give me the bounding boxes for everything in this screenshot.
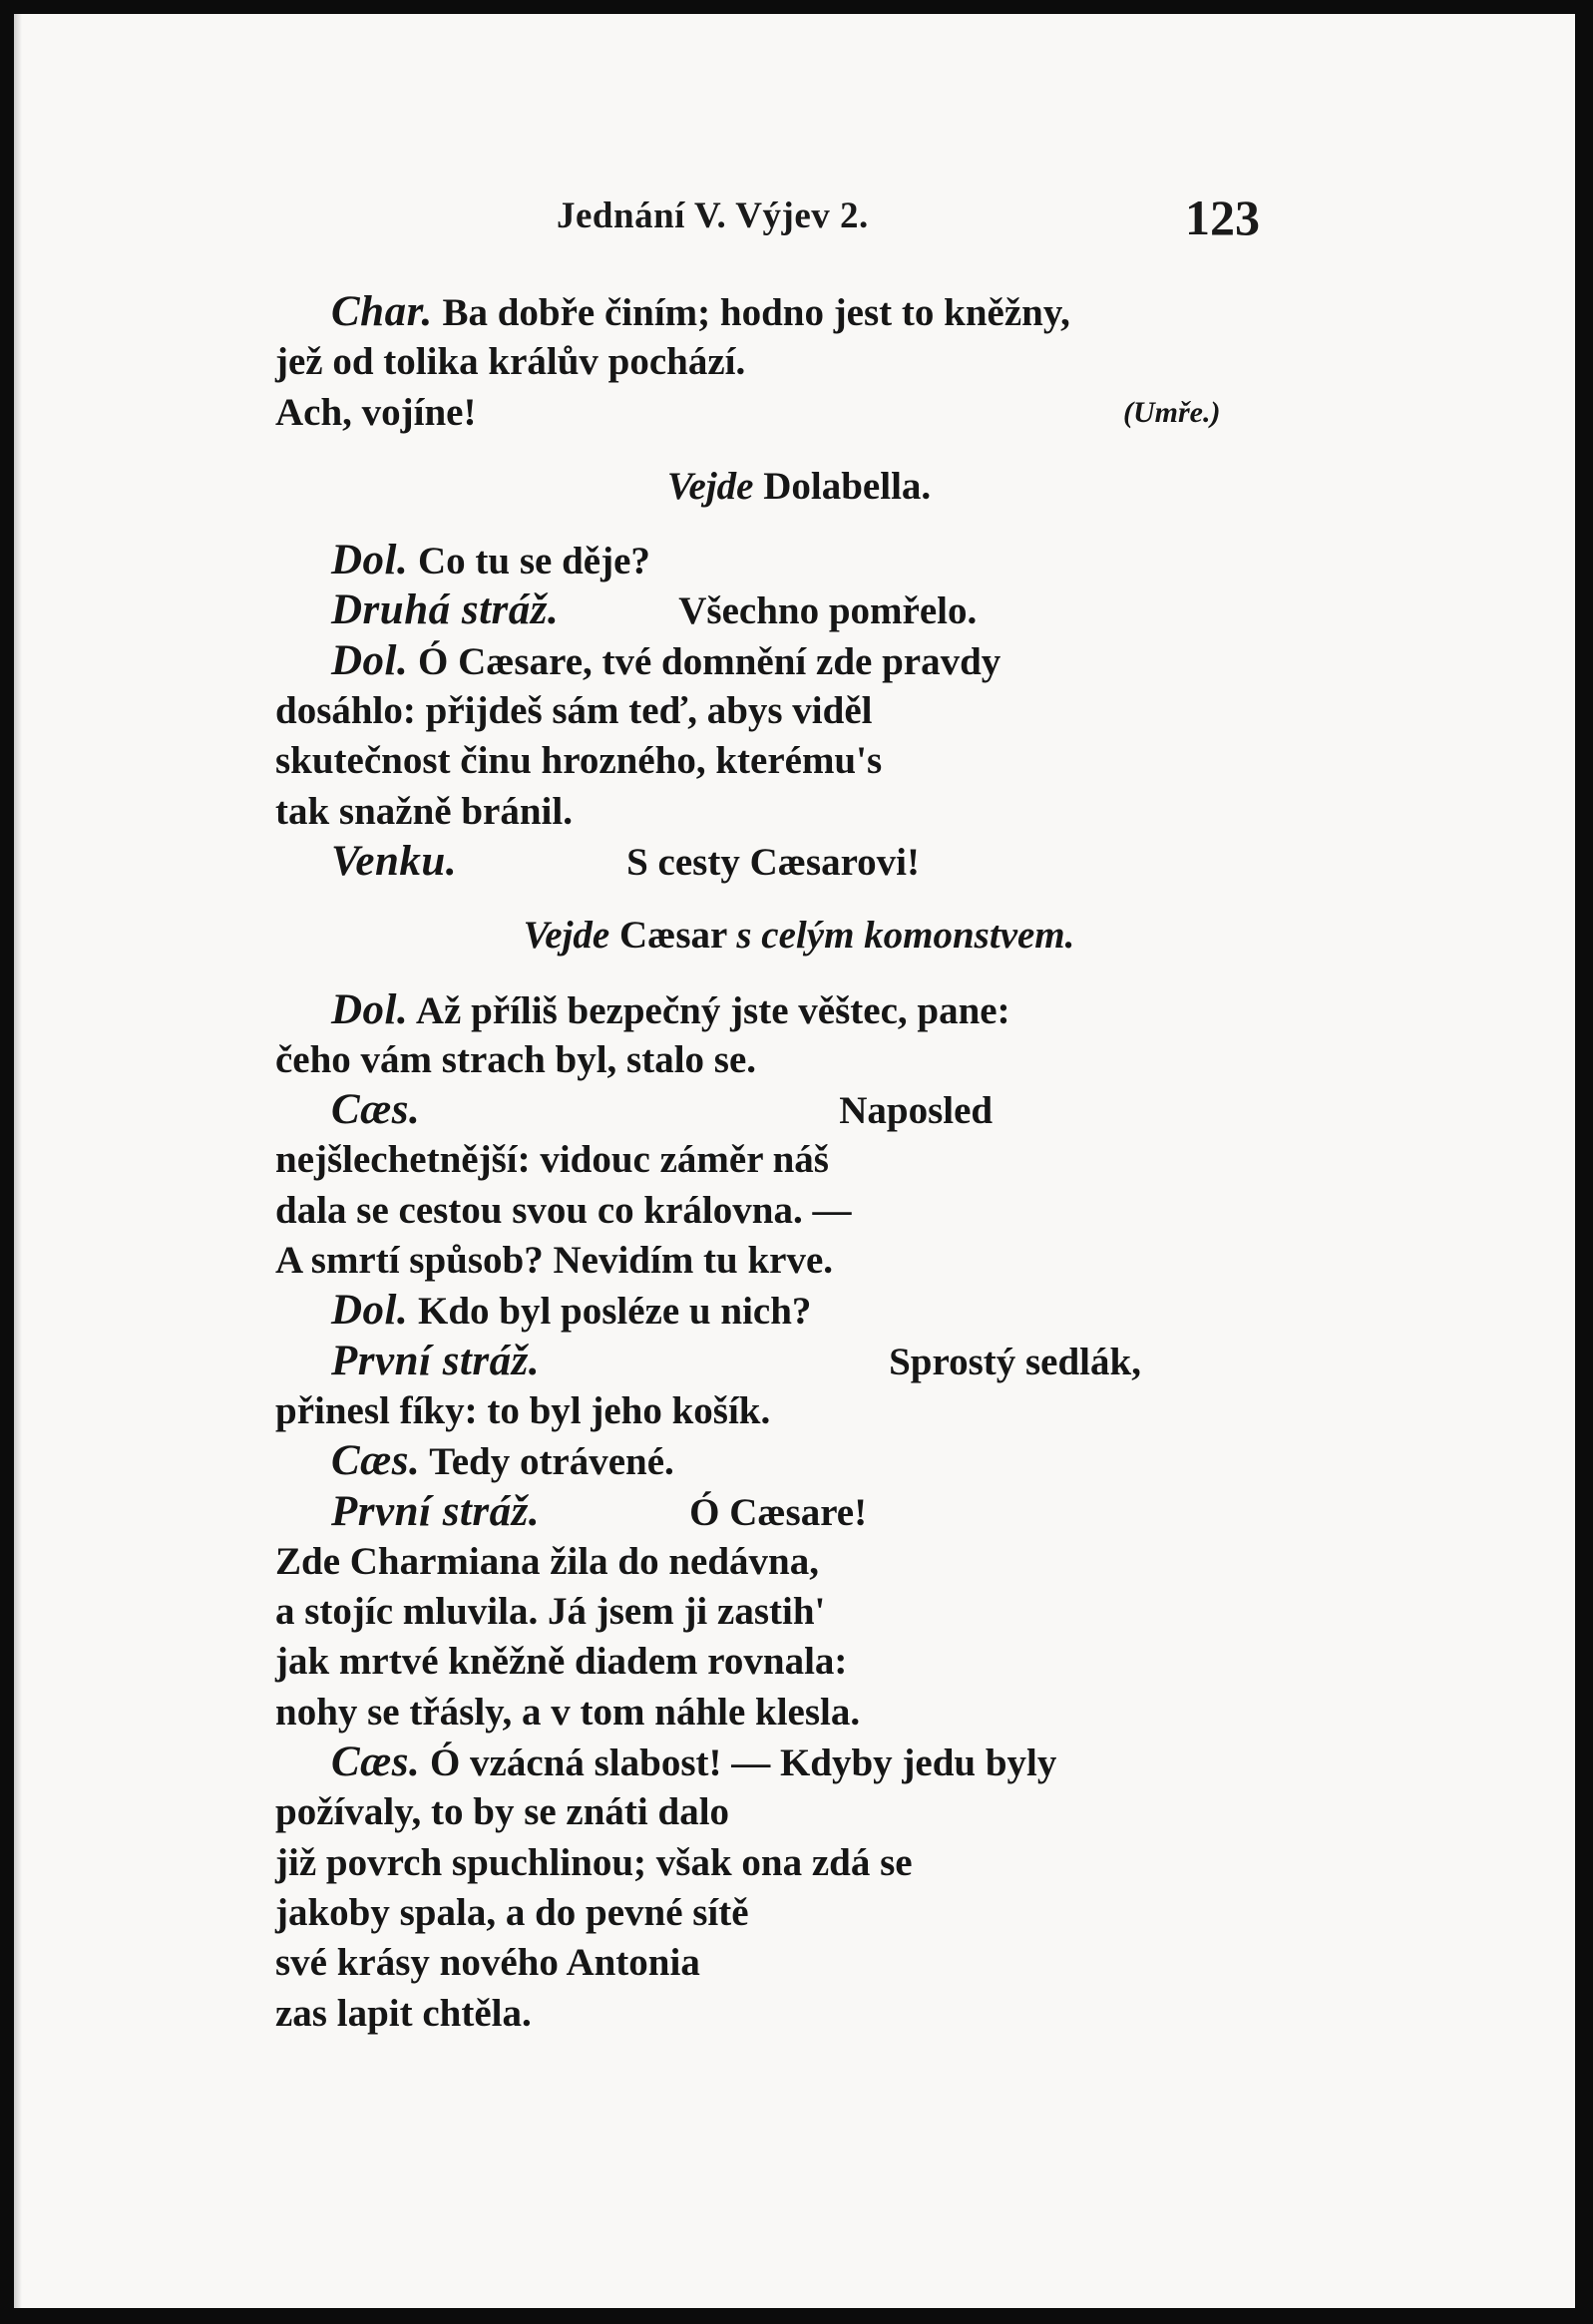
text-line bbox=[275, 636, 1323, 686]
text-line: požívaly, to by se znáti dalo bbox=[275, 1790, 730, 1834]
speaker-label: Cæs. bbox=[331, 1739, 421, 1786]
speech-text: Naposled bbox=[839, 1089, 994, 1133]
stage-direction bbox=[275, 911, 1323, 961]
text-line: jak mrtvé kněžně diadem rovnala: bbox=[275, 1640, 848, 1684]
text-line bbox=[275, 1436, 1323, 1486]
speech-text: Ó vzácná slabost! — Kdyby jedu byly bbox=[420, 1742, 1057, 1785]
text-line bbox=[275, 985, 1323, 1035]
speech-text: Ach, vojíne! bbox=[275, 390, 477, 434]
text-line bbox=[275, 388, 1323, 438]
text-line: jakoby spala, a do pevné sítě bbox=[275, 1890, 749, 1934]
text-line: A smrtí spůsob? Nevidím tu krve. bbox=[275, 1239, 834, 1283]
text-line: nohy se třásly, a v tom náhle klesla. bbox=[275, 1690, 861, 1734]
page-number: 123 bbox=[1185, 190, 1260, 245]
text-line bbox=[275, 1487, 1323, 1537]
text-line bbox=[275, 1337, 1323, 1386]
stage-direction-name: Cæsar bbox=[609, 914, 737, 958]
text-line: dala se cestou svou co královna. — bbox=[275, 1188, 852, 1232]
stage-direction-inline: (Umře.) bbox=[1123, 395, 1221, 429]
speaker-label: První stráž. bbox=[331, 1487, 541, 1535]
text-line bbox=[275, 585, 1323, 635]
speech-text: Ó Cæsare! bbox=[689, 1490, 868, 1534]
text-line: dosáhlo: přijdeš sám teď, abys viděl bbox=[275, 689, 873, 733]
text-line bbox=[275, 1286, 1323, 1336]
text-line bbox=[275, 287, 1323, 337]
speech-text: Ba dobře činím; hodno jest to kněžny, bbox=[432, 291, 1070, 334]
speech-text: Co tu se děje? bbox=[408, 540, 650, 583]
stage-direction-italic: Vejde bbox=[666, 464, 754, 508]
book-page bbox=[14, 14, 1575, 2308]
speaker-label: Dol. bbox=[331, 985, 409, 1033]
speech-text: Ó Cæsare, tvé domnění zde pravdy bbox=[408, 639, 1001, 683]
speech-text: Sprostý sedlák, bbox=[889, 1340, 1141, 1383]
page-header bbox=[14, 189, 1575, 248]
speaker-label: Cæs. bbox=[331, 1437, 421, 1485]
speaker-label: První stráž. bbox=[331, 1337, 541, 1384]
text-line: své krásy nového Antonia bbox=[275, 1941, 700, 1985]
text-line: čeho vám strach byl, stalo se. bbox=[275, 1037, 757, 1081]
speech-text: Tedy otrávené. bbox=[420, 1440, 674, 1484]
speaker-label: Dol. bbox=[331, 636, 409, 684]
stage-direction bbox=[275, 462, 1323, 512]
text-line: jež od tolika králův pochází. bbox=[275, 340, 746, 384]
speaker-label: Char. bbox=[331, 288, 433, 335]
text-line: skutečnost činu hrozného, kterému's bbox=[275, 739, 883, 783]
stage-direction-italic: s celým komonstvem. bbox=[736, 914, 1075, 958]
speech-text: S cesty Cæsarovi! bbox=[626, 840, 921, 884]
text-line: Zde Charmiana žila do nedávna, bbox=[275, 1539, 819, 1583]
page-spine-shadow bbox=[14, 14, 22, 2308]
text-line: nejšlechetnější: vidouc záměr náš bbox=[275, 1138, 829, 1182]
text-line: tak snažně bránil. bbox=[275, 789, 573, 833]
speaker-label: Druhá stráž. bbox=[331, 586, 560, 634]
stage-direction-italic: Vejde bbox=[523, 914, 610, 958]
speaker-label: Venku. bbox=[331, 837, 458, 885]
text-line: přinesl fíky: to byl jeho košík. bbox=[275, 1388, 771, 1432]
speech-text: Až příliš bezpečný jste věštec, pane: bbox=[408, 988, 1010, 1032]
text-line: již povrch spuchlinou; však ona zdá se bbox=[275, 1840, 913, 1884]
stage-direction-name: Dolabella. bbox=[753, 464, 932, 508]
text-line bbox=[275, 837, 1323, 887]
text-line: a stojíc mluvila. Já jsem ji zastih' bbox=[275, 1590, 826, 1634]
text-line bbox=[275, 1085, 1323, 1135]
running-title: Jednání V. Výjev 2. bbox=[557, 195, 869, 236]
speech-text: Všechno pomřelo. bbox=[678, 589, 978, 633]
speaker-label: Dol. bbox=[331, 537, 409, 584]
speech-text: Kdo byl posléze u nich? bbox=[408, 1290, 812, 1334]
play-text bbox=[275, 287, 1323, 2039]
text-line bbox=[275, 536, 1323, 585]
speaker-label: Cæs. bbox=[331, 1086, 421, 1134]
text-line bbox=[275, 1738, 1323, 1787]
speaker-label: Dol. bbox=[331, 1287, 409, 1335]
text-line: zas lapit chtěla. bbox=[275, 1991, 532, 2035]
